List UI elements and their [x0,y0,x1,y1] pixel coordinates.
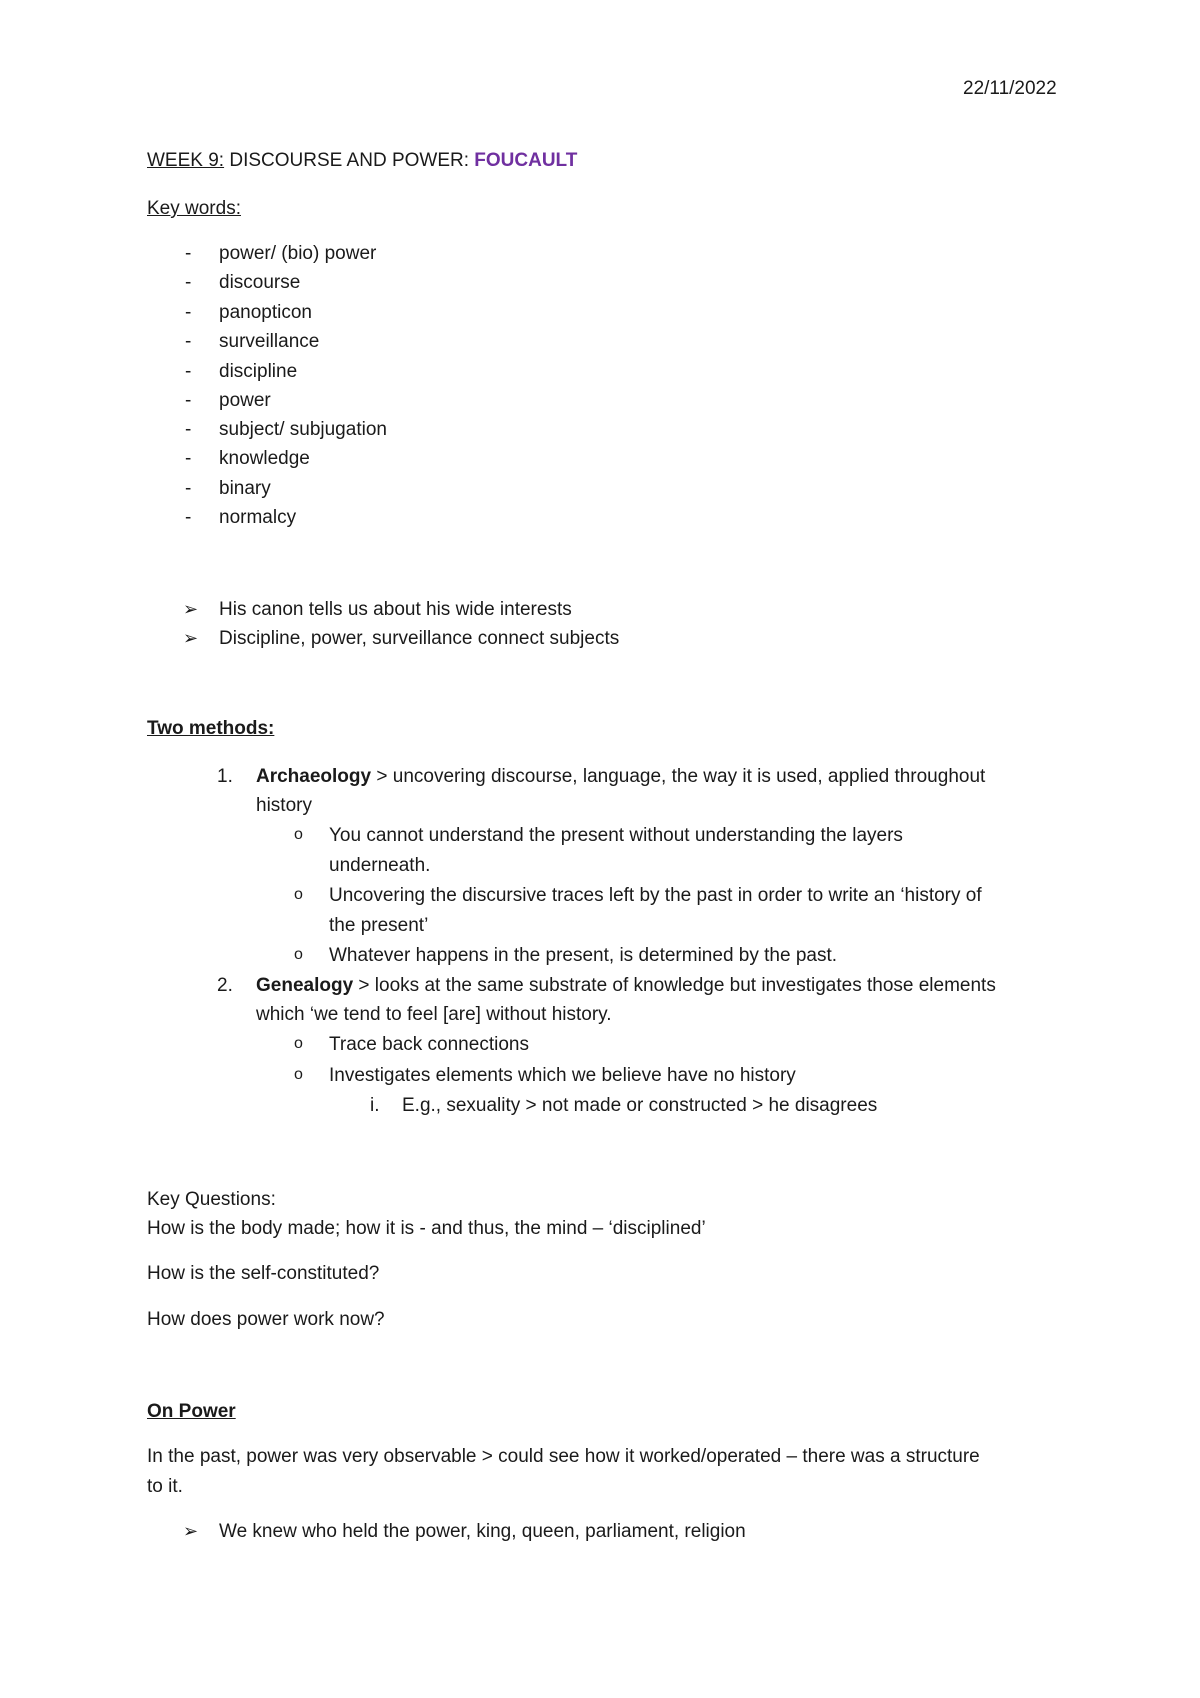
key-word-item: surveillance [219,331,320,352]
key-questions-title: Key Questions: [147,1189,276,1210]
on-power-paragraph: In the past, power was very observable > could see how it worked/operated – there was a structure [147,1446,980,1467]
sub-point-cont: underneath. [329,855,431,876]
key-question: How is the self-constituted? [147,1263,380,1284]
sub-bullet-marker: o [294,1035,303,1052]
bullet-dash: - [185,272,192,293]
bullet-dash: - [185,390,192,411]
key-word-item: normalcy [219,507,297,528]
method-archaeology [256,766,985,788]
key-word-item: discipline [219,361,298,382]
bullet-dash: - [185,448,192,469]
sub-point: Uncovering the discursive traces left by the past in order to write an ‘history of [329,885,982,906]
sub-point-cont: the present’ [329,915,429,936]
key-word-item: binary [219,478,271,499]
key-word-item: panopticon [219,302,312,323]
key-word-item: knowledge [219,448,310,469]
bullet-dash: - [185,361,192,382]
sub-point: Trace back connections [329,1034,529,1055]
method-desc-cont: history [256,795,312,816]
bullet-dash: - [185,302,192,323]
sub-point: You cannot understand the present without understanding the layers [329,825,903,846]
key-word-item: discourse [219,272,301,293]
arrow-bullet-icon: ➢ [183,599,199,619]
bullet-dash: - [185,331,192,352]
week-label: WEEK 9: [147,150,225,171]
topic-label: DISCOURSE AND POWER: [224,150,475,171]
intro-point: His canon tells us about his wide interests [219,599,572,620]
theorist-label: FOUCAULT [474,150,578,171]
page-heading [147,150,577,172]
on-power-title: On Power [147,1401,236,1422]
bullet-dash: - [185,507,192,528]
on-power-paragraph-cont: to it. [147,1476,183,1497]
key-word-item: power [219,390,271,411]
method-genealogy [256,975,996,997]
method-desc: > uncovering discourse, language, the way it is used, applied throughout [371,766,986,787]
on-power-point: We knew who held the power, king, queen, parliament, religion [219,1521,746,1542]
roman-marker: i. [370,1095,380,1116]
sub-point: Investigates elements which we believe have no history [329,1065,796,1086]
key-word-item: power/ (bio) power [219,243,377,264]
arrow-bullet-icon: ➢ [183,1521,199,1541]
key-question: How does power work now? [147,1309,385,1330]
sub-bullet-marker: o [294,886,303,903]
key-words-title: Key words: [147,198,241,219]
arrow-bullet-icon: ➢ [183,628,199,648]
method-name: Genealogy [256,975,354,996]
methods-title: Two methods: [147,718,275,739]
sub-bullet-marker: o [294,1066,303,1083]
key-word-item: subject/ subjugation [219,419,387,440]
sub-bullet-marker: o [294,946,303,963]
sub-bullet-marker: o [294,826,303,843]
method-number: 1. [217,766,233,787]
method-desc: > looks at the same substrate of knowledge but investigates those elements [353,975,996,996]
method-name: Archaeology [256,766,372,787]
sub-point: Whatever happens in the present, is determined by the past. [329,945,838,966]
intro-point: Discipline, power, surveillance connect subjects [219,628,620,649]
key-question: How is the body made; how it is - and thus, the mind – ‘disciplined’ [147,1218,706,1239]
bullet-dash: - [185,419,192,440]
method-desc-cont: which ‘we tend to feel [are] without history. [256,1004,612,1025]
document-date: 22/11/2022 [963,78,1057,99]
bullet-dash: - [185,243,192,264]
sub-sub-point: E.g., sexuality > not made or constructed > he disagrees [402,1095,878,1116]
method-number: 2. [217,975,233,996]
bullet-dash: - [185,478,192,499]
